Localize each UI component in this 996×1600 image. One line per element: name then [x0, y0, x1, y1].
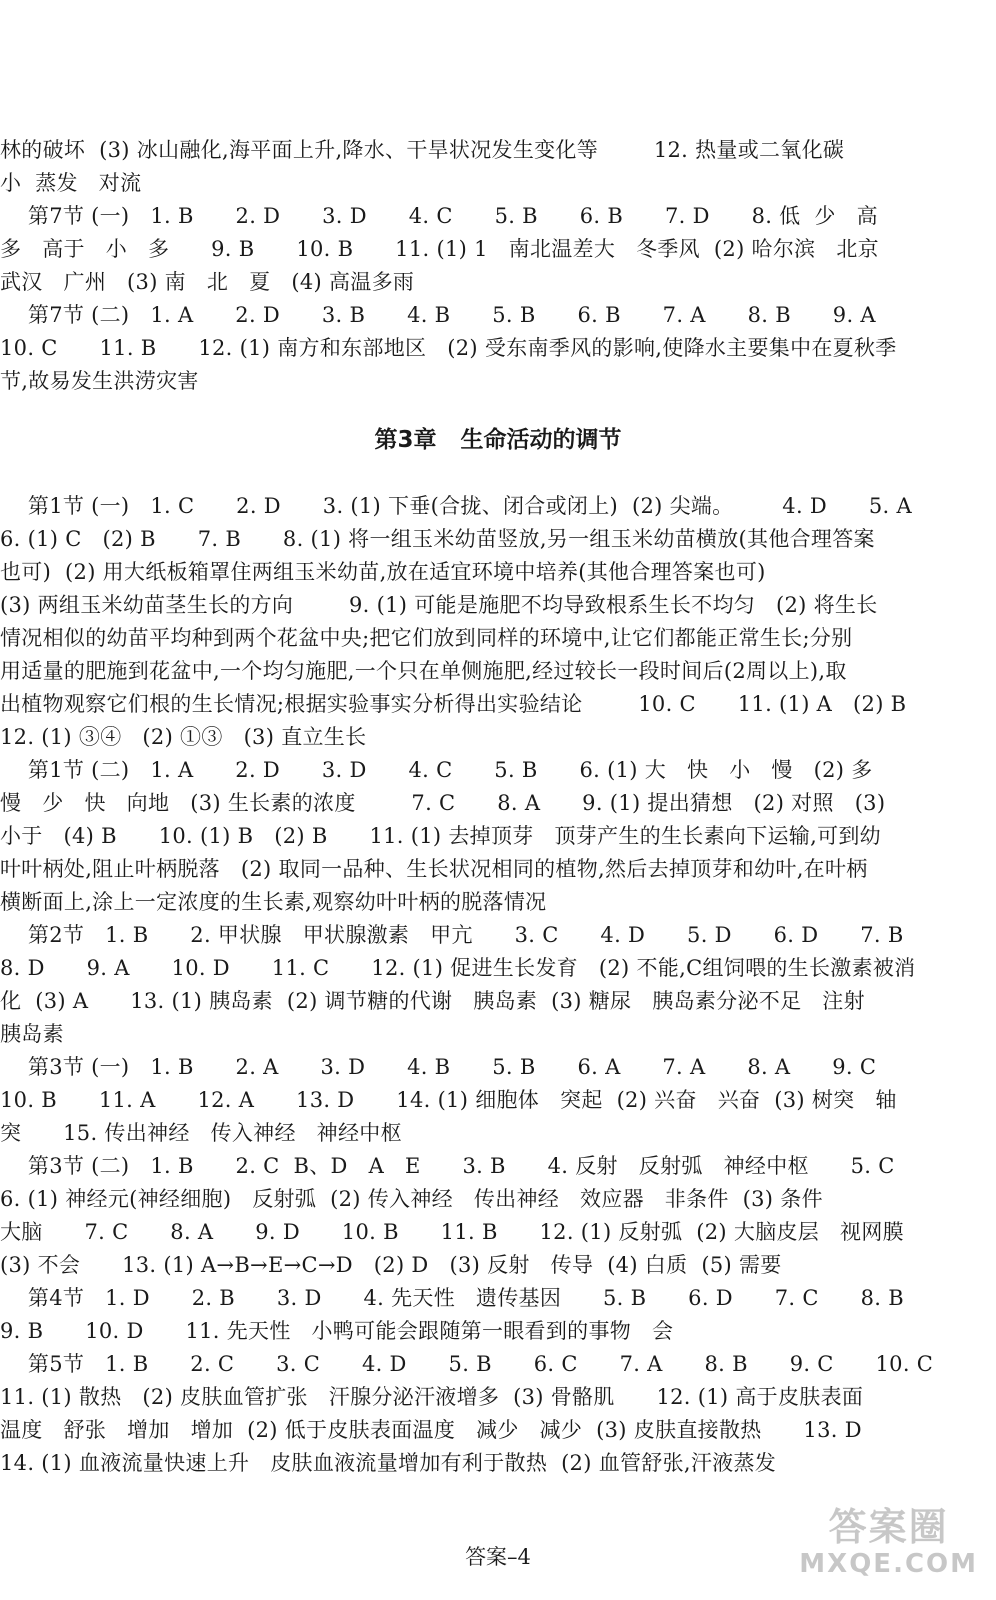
text-line: 第7节 (一) 1. B 2. D 3. D 4. C 5. B 6. B 7. D 8. 低 少 高 [0, 204, 878, 228]
chapter-title: 第3章 生命活动的调节 [374, 427, 622, 453]
text-line: 第3节 (二) 1. B 2. C B、D A E 3. B 4. 反射 反射弧 神经中枢 5. C [0, 1154, 895, 1178]
text-line: 第7节 (二) 1. A 2. D 3. B 4. B 5. B 6. B 7. A 8. B 9. A [0, 303, 876, 327]
text-line: 林的破坏 (3) 冰山融化,海平面上升,降水、干旱状况发生变化等 12. 热量或二氧化碳 [0, 138, 845, 162]
text-line: 10. C 11. B 12. (1) 南方和东部地区 (2) 受东南季风的影响,使降水主要集中在夏秋季 [0, 336, 897, 360]
text-line: 大脑 7. C 8. A 9. D 10. B 11. B 12. (1) 反射弧 (2) 大脑皮层 视网膜 [0, 1220, 904, 1244]
text-line: 第5节 1. B 2. C 3. C 4. D 5. B 6. C 7. A 8. B 9. C 10. C [0, 1352, 934, 1376]
text-line: 第2节 1. B 2. 甲状腺 甲状腺激素 甲亢 3. C 4. D 5. D 6. D 7. B [0, 923, 904, 947]
text-line: 第1节 (一) 1. C 2. D 3. (1) 下垂(合拢、闭合或闭上) (2) 尖端。 4. D 5. A [0, 494, 912, 518]
text-line: 突 15. 传出神经 传入神经 神经中枢 [0, 1121, 402, 1145]
text-line: 12. (1) ③④ (2) ①③ (3) 直立生长 [0, 725, 367, 749]
text-line: 6. (1) C (2) B 7. B 8. (1) 将一组玉米幼苗竖放,另一组玉米幼苗横放(其他合理答案 [0, 527, 875, 551]
text-line: 11. (1) 散热 (2) 皮肤血管扩张 汗腺分泌汗液增多 (3) 骨骼肌 12. (1) 高于皮肤表面 [0, 1385, 864, 1409]
text-line: 8. D 9. A 10. D 11. C 12. (1) 促进生长发育 (2) 不能,C组饲喂的生长激素被消 [0, 956, 916, 980]
text-line: 也可) (2) 用大纸板箱罩住两组玉米幼苗,放在适宜环境中培养(其他合理答案也可) [0, 560, 766, 584]
text-line: 情况相似的幼苗平均种到两个花盆中央;把它们放到同样的环境中,让它们都能正常生长;分别 [0, 626, 853, 650]
text-line: 14. (1) 血液流量快速上升 皮肤血液流量增加有利于散热 (2) 血管舒张,汗液蒸发 [0, 1451, 777, 1475]
text-line: 第1节 (二) 1. A 2. D 3. D 4. C 5. B 6. (1) 大 快 小 慢 (2) 多 [0, 758, 873, 782]
text-line: 出植物观察它们根的生长情况;根据实验事实分析得出实验结论 10. C 11. (1) A (2) B [0, 692, 907, 716]
text-line: 慢 少 快 向地 (3) 生长素的浓度 7. C 8. A 9. (1) 提出猜想 (2) 对照 (3) [0, 791, 886, 815]
text-line: 武汉 广州 (3) 南 北 夏 (4) 高温多雨 [0, 270, 415, 294]
text-line: 小 蒸发 对流 [0, 171, 142, 195]
text-line: (3) 不会 13. (1) A→B→E→C→D (2) D (3) 反射 传导 (4) 白质 (5) 需要 [0, 1253, 782, 1277]
text-line: 多 高于 小 多 9. B 10. B 11. (1) 1 南北温差大 冬季风 (2) 哈尔滨 北京 [0, 237, 879, 261]
text-line: 第4节 1. D 2. B 3. D 4. 先天性 遗传基因 5. B 6. D 7. C 8. B [0, 1286, 904, 1310]
watermark-url: MXQE.COM [799, 1549, 978, 1579]
text-line: 胰岛素 [0, 1022, 64, 1046]
watermark-main: 答案圈 [828, 1505, 949, 1549]
text-line: 横断面上,涂上一定浓度的生长素,观察幼叶叶柄的脱落情况 [0, 890, 547, 914]
text-line: 9. B 10. D 11. 先天性 小鸭可能会跟随第一眼看到的事物 会 [0, 1319, 674, 1343]
page-number: 答案–4 [465, 1545, 531, 1569]
text-line: 第3节 (一) 1. B 2. A 3. D 4. B 5. B 6. A 7. A 8. A 9. C [0, 1055, 877, 1079]
text-line: 节,故易发生洪涝灾害 [0, 369, 199, 393]
text-line: 小于 (4) B 10. (1) B (2) B 11. (1) 去掉顶芽 顶芽产生的生长素向下运输,可到幼 [0, 824, 881, 848]
text-line: 化 (3) A 13. (1) 胰岛素 (2) 调节糖的代谢 胰岛素 (3) 糖尿 胰岛素分泌不足 注射 [0, 989, 865, 1013]
text-line: 用适量的肥施到花盆中,一个均匀施肥,一个只在单侧施肥,经过较长一段时间后(2周以上),取 [0, 659, 847, 683]
text-line: 10. B 11. A 12. A 13. D 14. (1) 细胞体 突起 (2) 兴奋 兴奋 (3) 树突 轴 [0, 1088, 897, 1112]
text-line: 6. (1) 神经元(神经细胞) 反射弧 (2) 传入神经 传出神经 效应器 非条件 (3) 条件 [0, 1187, 823, 1211]
text-line: 叶叶柄处,阻止叶柄脱落 (2) 取同一品种、生长状况相同的植物,然后去掉顶芽和幼叶,在叶柄 [0, 857, 868, 881]
text-line: (3) 两组玉米幼苗茎生长的方向 9. (1) 可能是施肥不均导致根系生长不均匀 (2) 将生长 [0, 593, 878, 617]
watermark-logo [799, 1505, 978, 1579]
text-line: 温度 舒张 增加 增加 (2) 低于皮肤表面温度 减少 减少 (3) 皮肤直接散热 13. D [0, 1418, 862, 1442]
